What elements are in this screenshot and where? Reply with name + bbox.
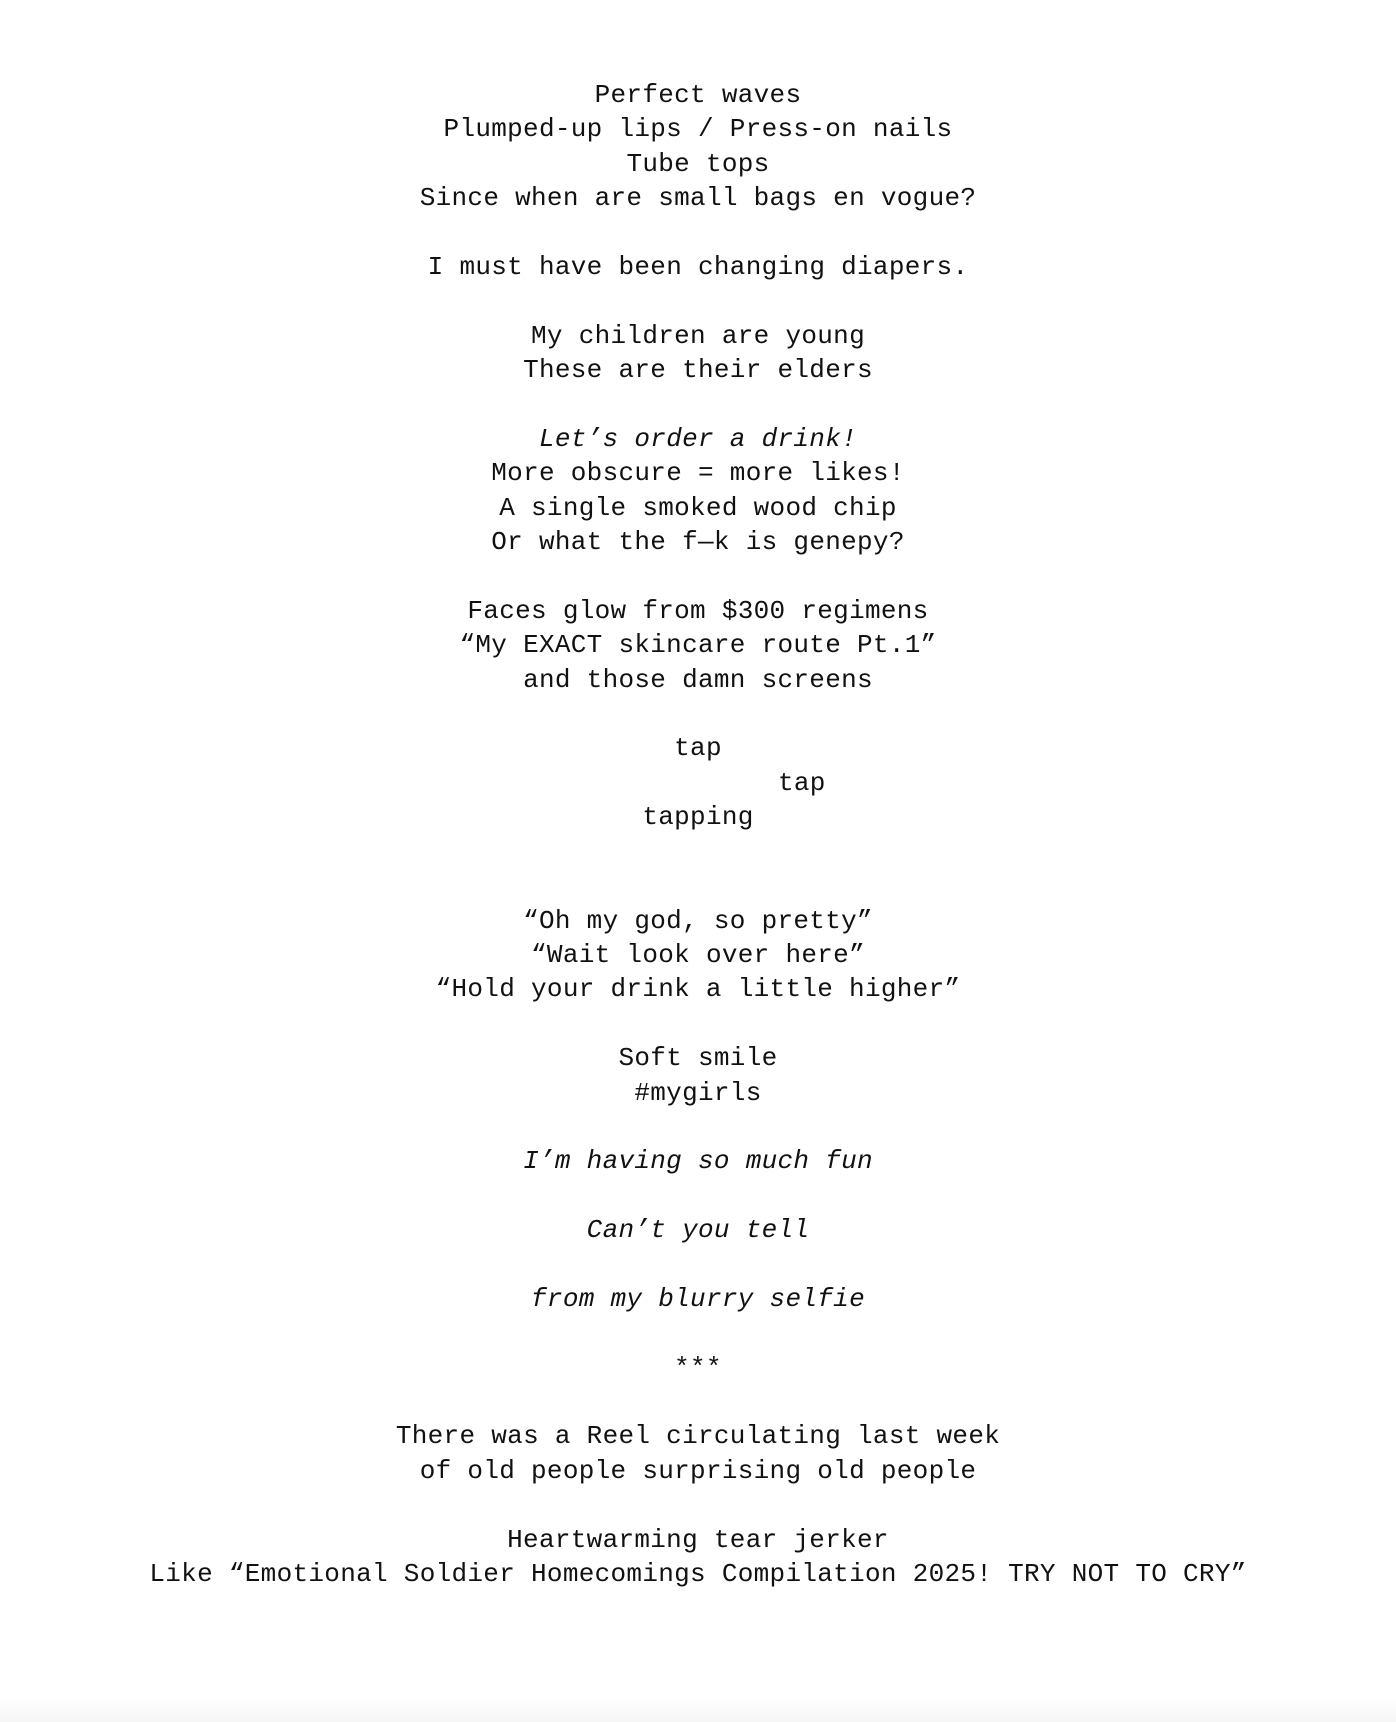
poem-line-italic: Can’t you tell [586, 1215, 810, 1246]
stanza-break [0, 1007, 1396, 1041]
stanza-break [0, 835, 1396, 904]
poem-body [0, 78, 1396, 1591]
stanza-break [0, 697, 1396, 731]
stanza-break [0, 1110, 1396, 1144]
poem-line-tap-offset: tap [778, 767, 826, 798]
poem-line-italic: Let’s order a drink! [538, 423, 858, 454]
poem-line: These are their elders [523, 355, 873, 386]
poem-line: “Wait look over here” [531, 939, 865, 970]
stanza-break [0, 1488, 1396, 1522]
stanza-break [0, 388, 1396, 422]
section-separator: *** [674, 1352, 722, 1383]
poem-line-hashtag: #mygirls [634, 1077, 762, 1108]
stanza-break [0, 1316, 1396, 1350]
stanza-break [0, 559, 1396, 593]
poem-line: Soft smile [618, 1043, 778, 1074]
poem-line: of old people surprising old people [419, 1455, 977, 1486]
poem-line: “Oh my god, so pretty” [523, 905, 873, 936]
poem-line-tap: tap [674, 733, 722, 764]
stanza-break [0, 216, 1396, 250]
stanza-break [0, 1179, 1396, 1213]
poem-line: Since when are small bags en vogue? [419, 183, 977, 214]
poem-line: Faces glow from $300 regimens [467, 595, 929, 626]
poem-line: Or what the f—k is genepy? [491, 527, 905, 558]
poem-line: There was a Reel circulating last week [395, 1421, 1001, 1452]
poem-line: “My EXACT skincare route Pt.1” [459, 630, 937, 661]
stanza-break [0, 1385, 1396, 1419]
poem-line: Plumped-up lips / Press-on nails [443, 114, 953, 145]
stanza-break [0, 1248, 1396, 1282]
stanza-break [0, 284, 1396, 318]
poem-line: I must have been changing diapers. [427, 251, 969, 282]
poem-line: Perfect waves [594, 80, 802, 110]
poem-line: Tube tops [626, 148, 770, 179]
poem-line: More obscure = more likes! [491, 458, 905, 489]
poem-line-italic: from my blurry selfie [531, 1283, 865, 1314]
poem-line: and those damn screens [523, 664, 873, 695]
poem-line: A single smoked wood chip [499, 492, 897, 523]
page-bottom-edge [0, 1698, 1396, 1722]
poem-line: Heartwarming tear jerker [507, 1524, 889, 1555]
poem-line-italic: I’m having so much fun [523, 1146, 873, 1177]
poem-line: Like “Emotional Soldier Homecomings Compilation 2025! TRY NOT TO CRY” [149, 1559, 1247, 1590]
poem-line-tapping: tapping [642, 802, 754, 833]
poem-line: My children are young [531, 320, 865, 351]
poem-line: “Hold your drink a little higher” [435, 974, 961, 1005]
